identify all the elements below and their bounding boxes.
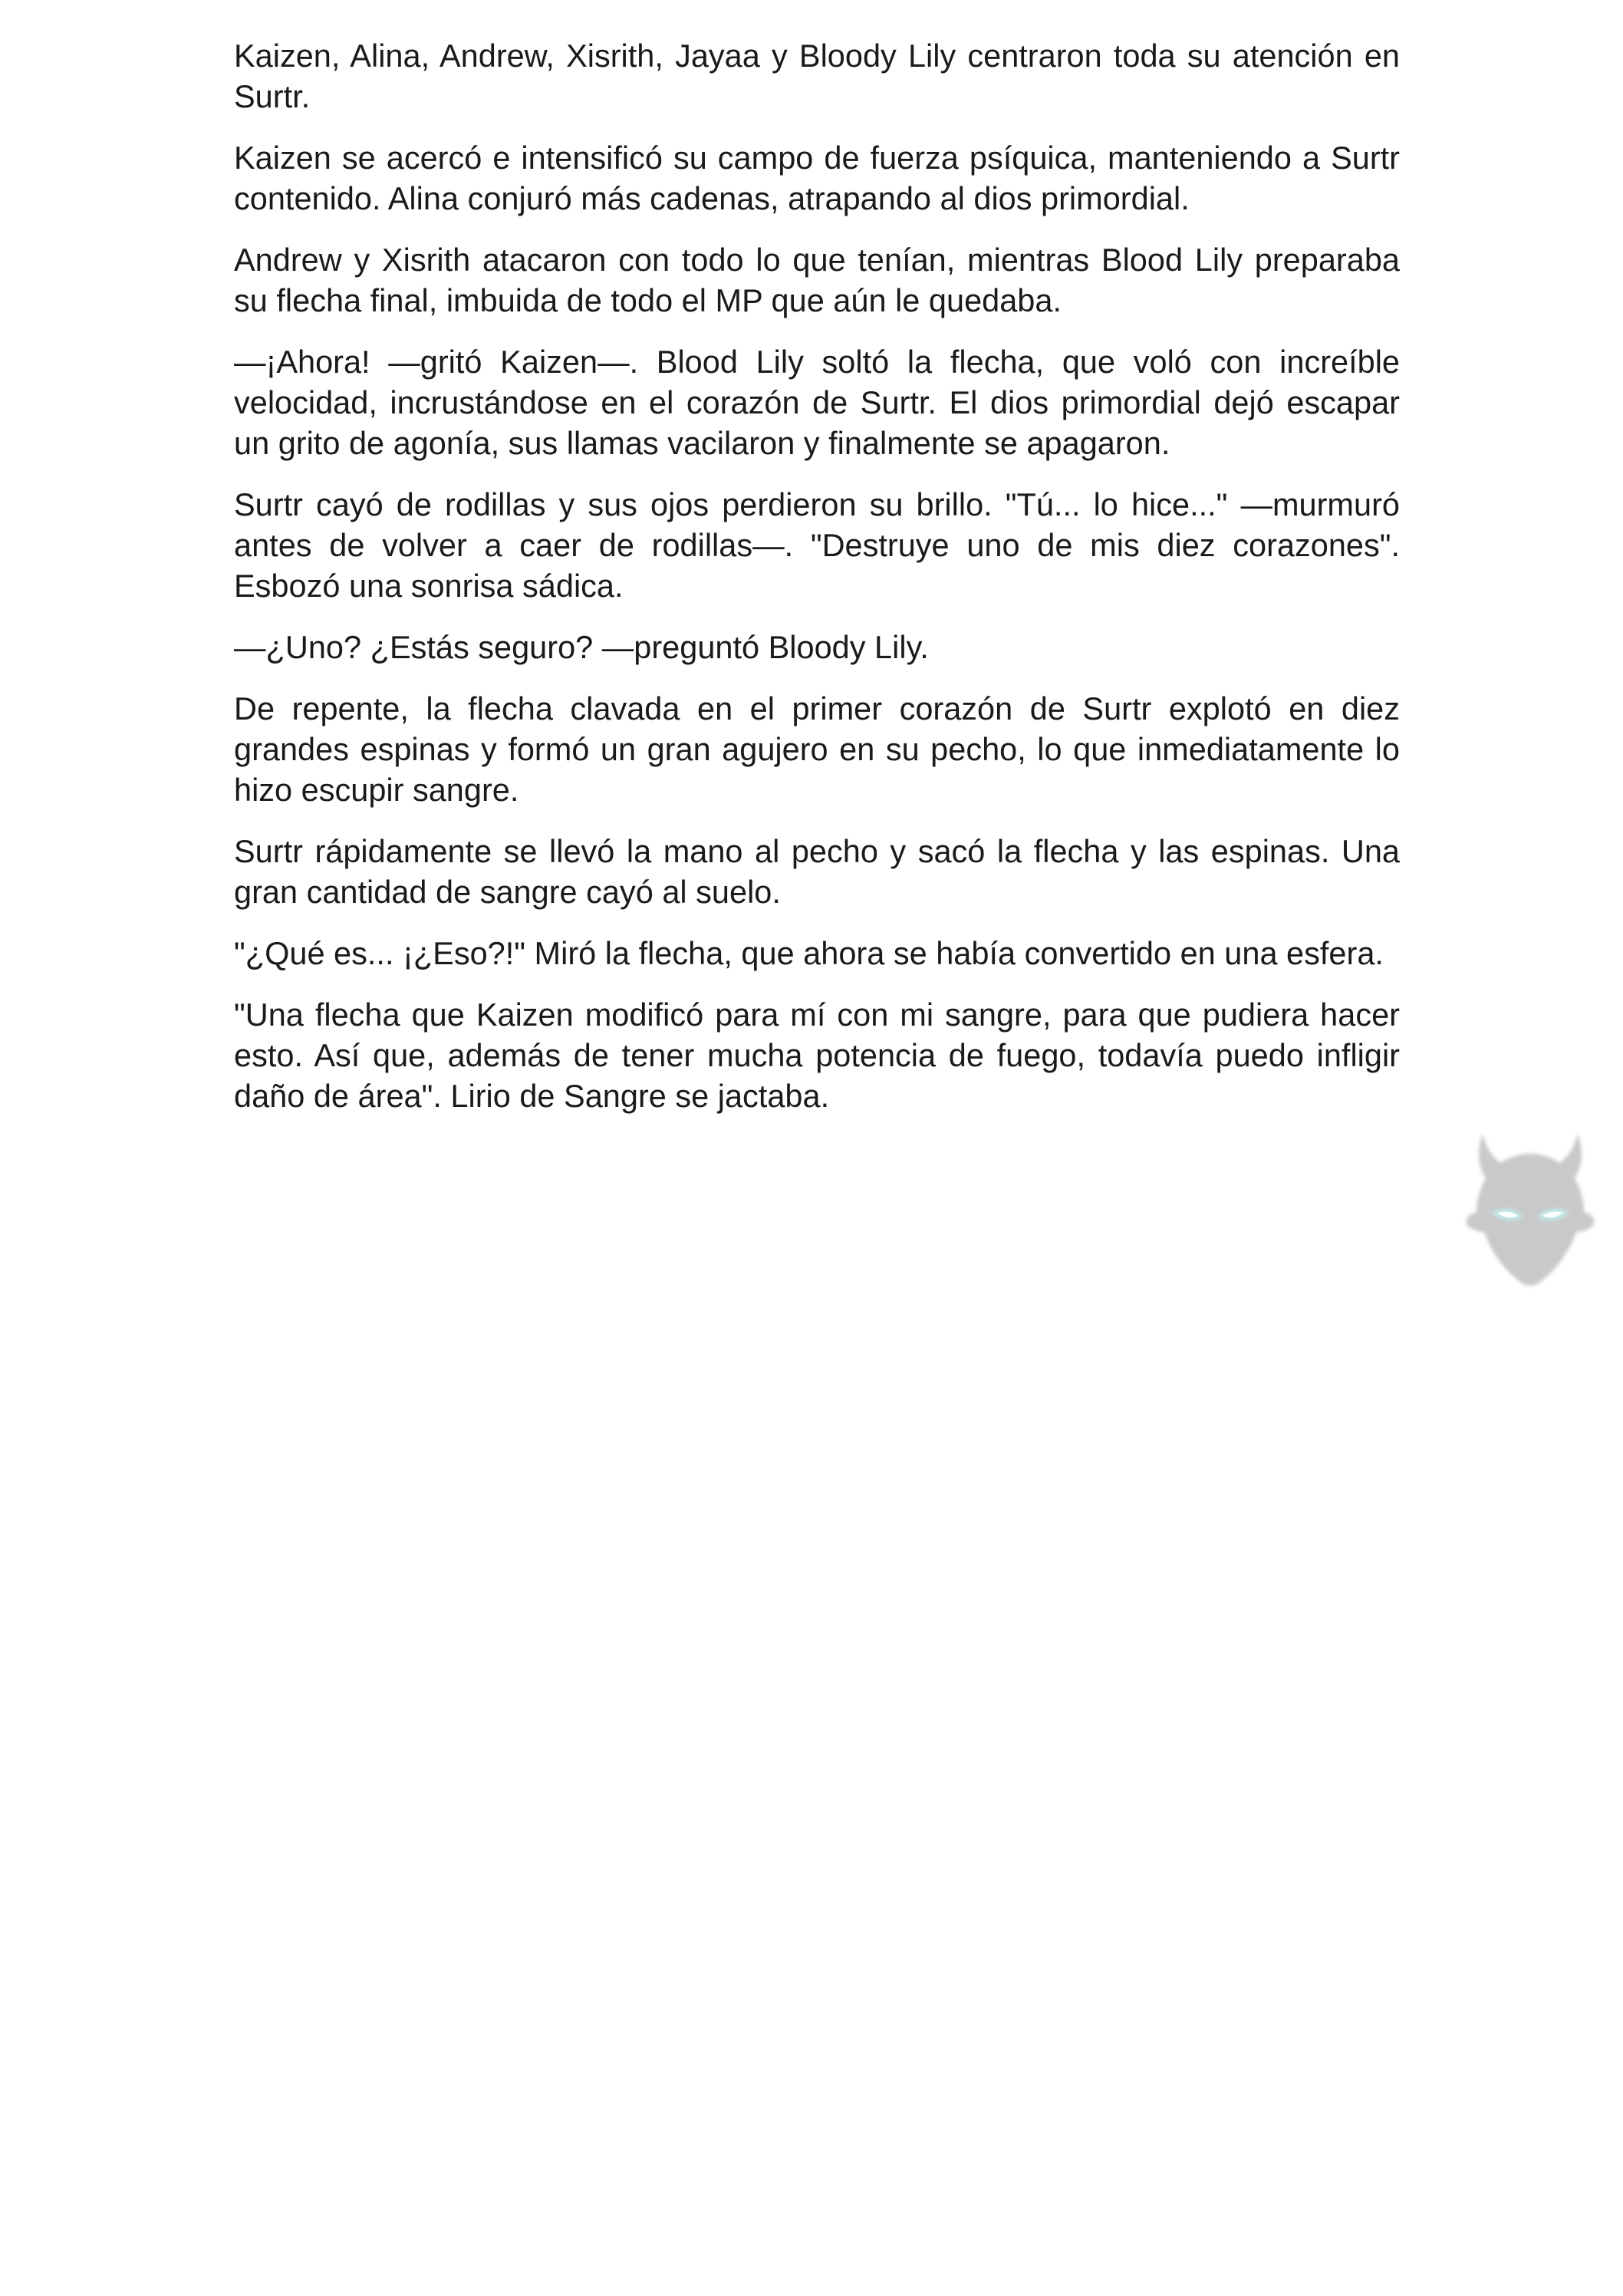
body-text xyxy=(234,35,1400,1137)
paragraph: De repente, la flecha clavada en el primer corazón de Surtr explotó en diez grandes espinas y formó un gran agujero en su pecho, lo que inmediatamente lo hizo escupir sangre. xyxy=(234,690,1400,808)
paragraph: Surtr rápidamente se llevó la mano al pecho y sacó la flecha y las espinas. Una gran cantidad de sangre cayó al suelo. xyxy=(234,833,1400,910)
paragraph: "¿Qué es... ¡¿Eso?!" Miró la flecha, que ahora se había convertido en una esfera. xyxy=(234,935,1384,971)
paragraph: Kaizen, Alina, Andrew, Xisrith, Jayaa y Bloody Lily centraron toda su atención en Surtr. xyxy=(234,38,1400,114)
paragraph: —¿Uno? ¿Estás seguro? —preguntó Bloody Lily. xyxy=(234,629,929,665)
paragraph: —¡Ahora! —gritó Kaizen—. Blood Lily soltó la flecha, que voló con increíble velocidad, incrustándose en el corazón de Surtr. El dios primordial dejó escapar un grito de agonía, sus llamas vacilaron y finalmente se apagaron. xyxy=(234,344,1400,461)
paragraph: Andrew y Xisrith atacaron con todo lo que tenían, mientras Blood Lily preparaba su flecha final, imbuida de todo el MP que aún le quedaba. xyxy=(234,242,1400,318)
paragraph: Kaizen se acercó e intensificó su campo de fuerza psíquica, manteniendo a Surtr contenido. Alina conjuró más cadenas, atrapando al dios primordial. xyxy=(234,140,1400,216)
paragraph: Surtr cayó de rodillas y sus ojos perdieron su brillo. "Tú... lo hice..." —murmuró antes de volver a caer de rodillas—. "Destruye uno de mis diez corazones". Esbozó una sonrisa sádica. xyxy=(234,486,1400,604)
paragraph: "Una flecha que Kaizen modificó para mí con mi sangre, para que pudiera hacer esto. Así que, además de tener mucha potencia de fuego, todavía puedo infligir daño de área". Lirio de Sangre se jactaba. xyxy=(234,996,1400,1114)
demon-head-logo-icon xyxy=(1461,1128,1599,1293)
